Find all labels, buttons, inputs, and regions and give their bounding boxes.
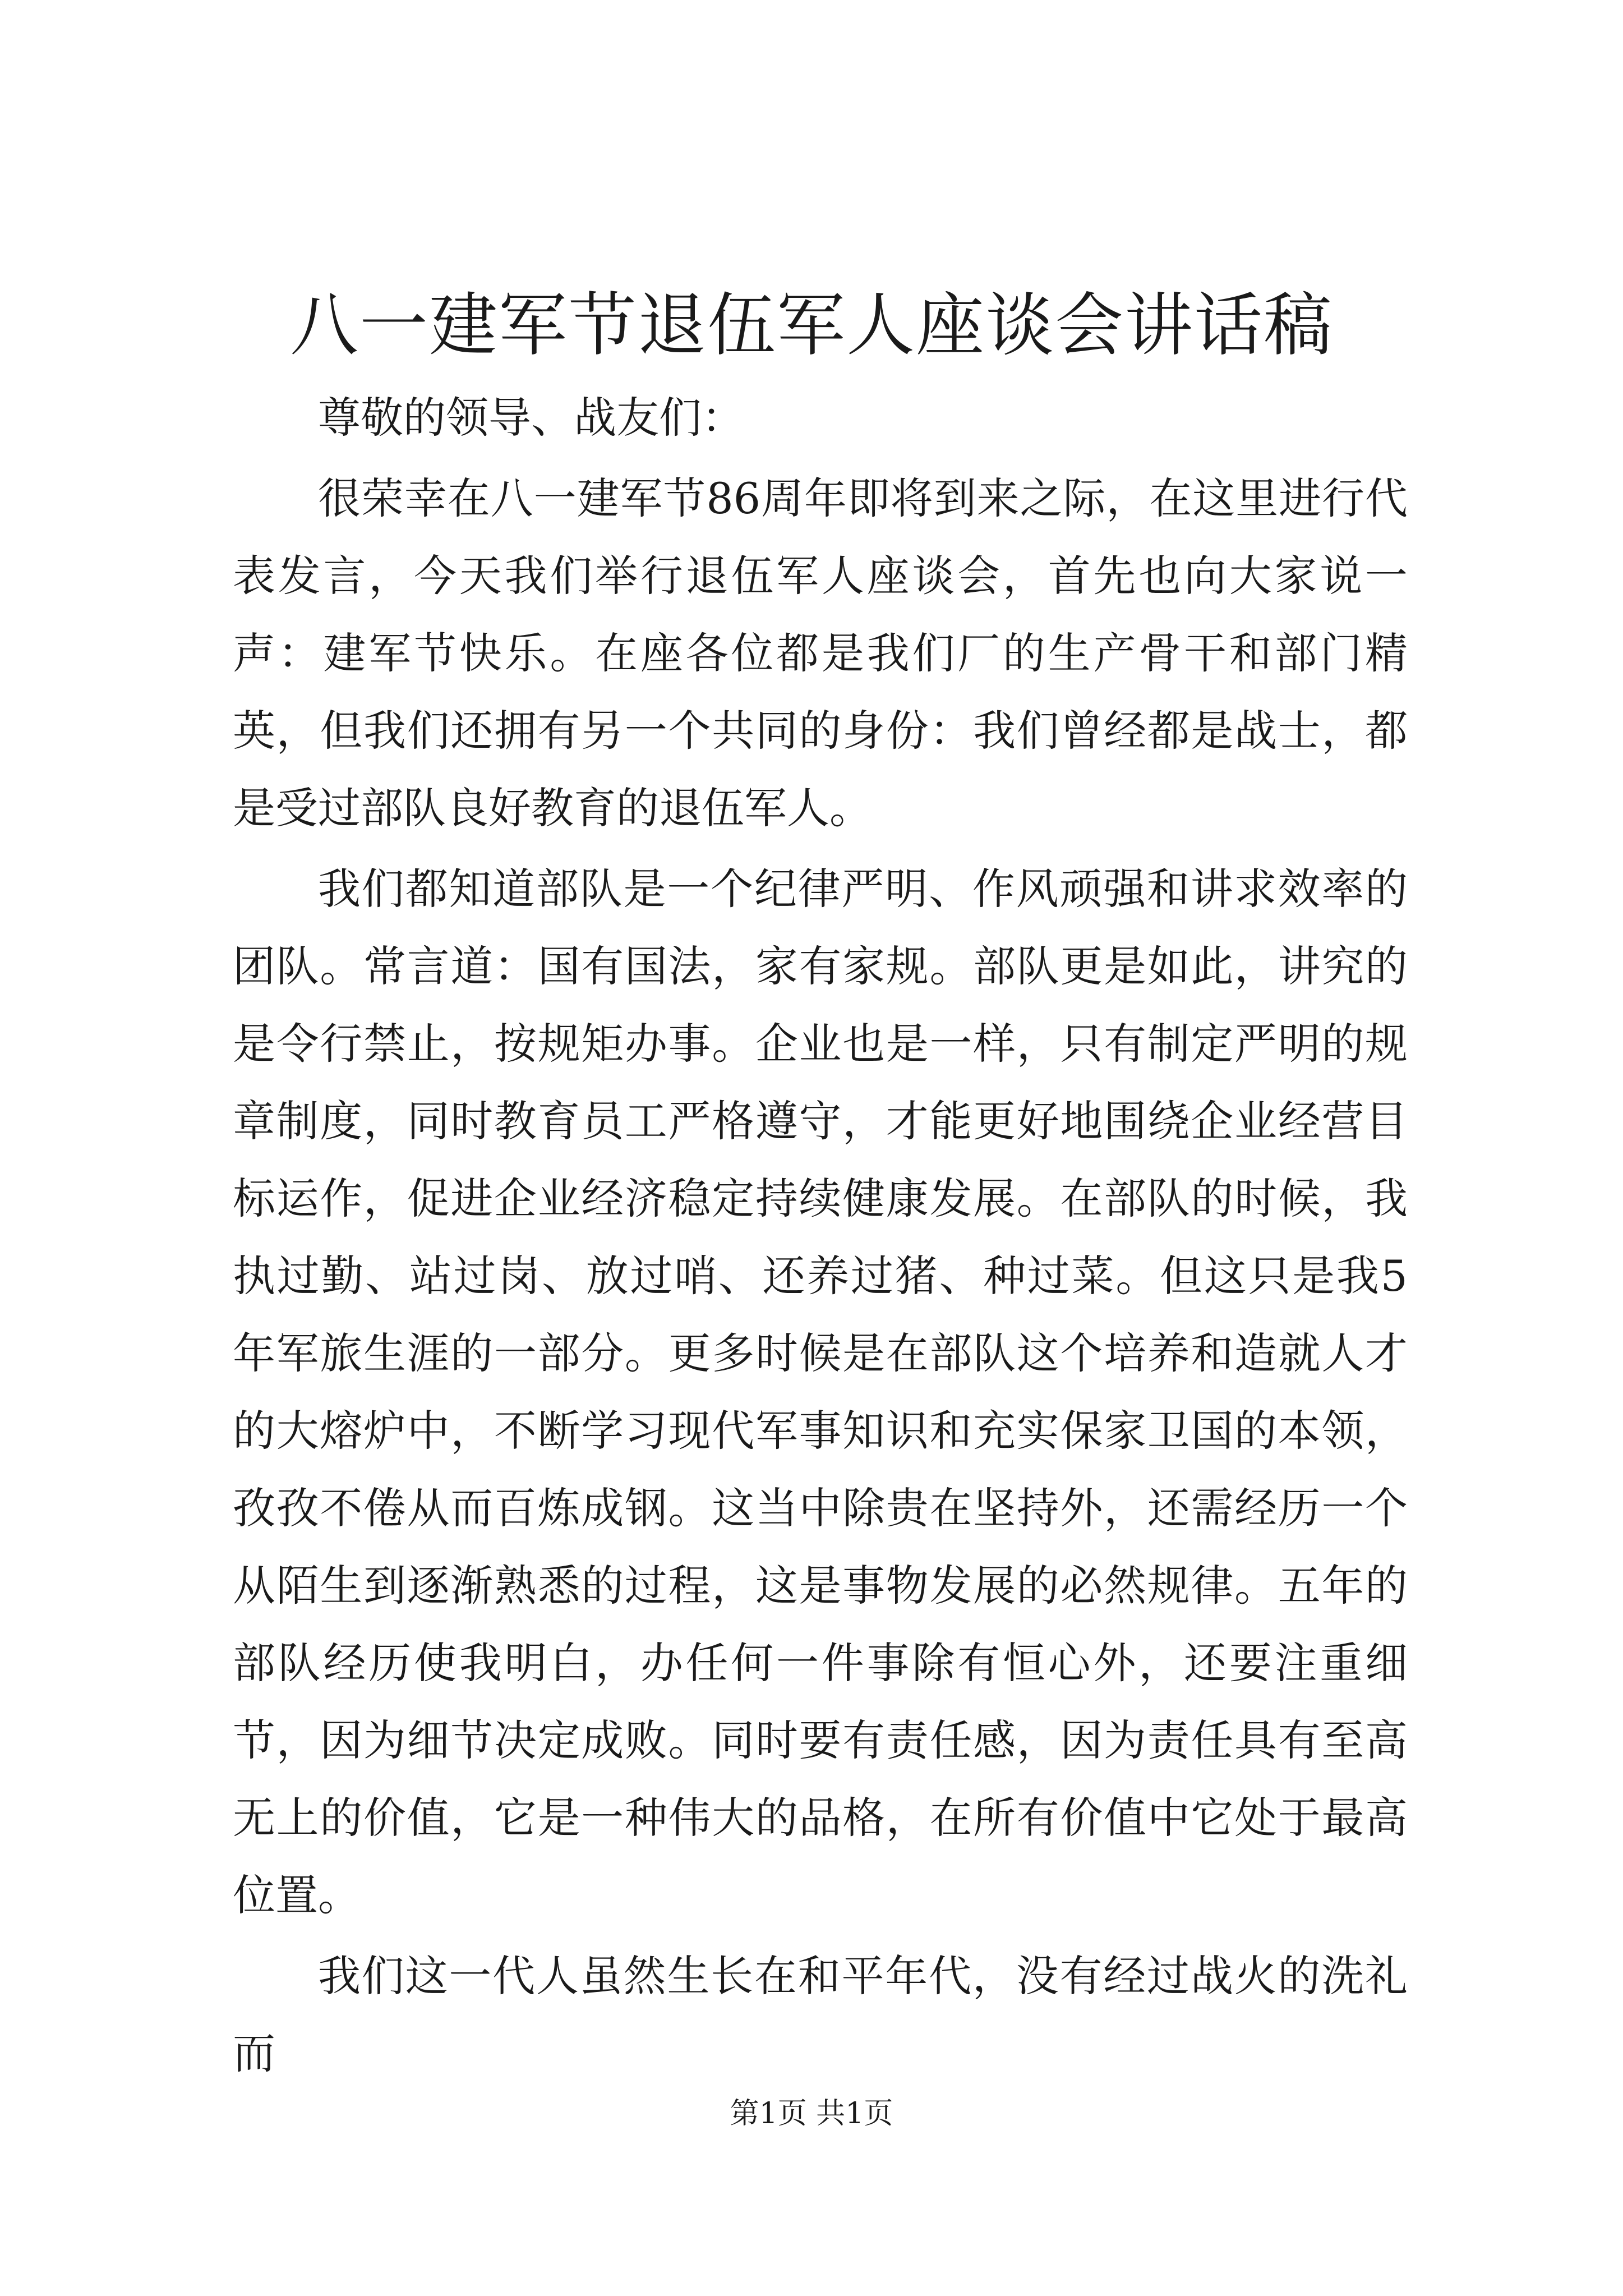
salutation: 尊敬的领导、战友们：: [318, 393, 744, 443]
page-footer: 第1页 共1页: [730, 2097, 893, 2131]
document-body: [233, 379, 1408, 2096]
paragraph-1: 很荣幸在八一建军节86周年即将到来之际，在这里进行代表发言，今天我们举行退伍军人座谈会，首先也向大家说一声：建军节快乐。在座各位都是我们厂的生产骨干和部门精英，但我们还拥有另一个共同的身份：我们曾经都是战士，都是受过部队良好教育的退伍军人。: [233, 473, 1408, 833]
paragraph-2: 我们都知道部队是一个纪律严明、作风顽强和讲求效率的团队。常言道：国有国法，家有家规。部队更是如此，讲究的是令行禁止，按规矩办事。企业也是一样，只有制定严明的规章制度，同时教育员工严格遵守，才能更好地围绕企业经营目标运作，促进企业经济稳定持续健康发展。在部队的时候，我执过勤、站过岗、放过哨、还养过猪、种过菜。但这只是我5年军旅生涯的一部分。更多时候是在部队这个培养和造就人才的大熔炉中，不断学习现代军事知识和充实保家卫国的本领，孜孜不倦从而百炼成钢。这当中除贵在坚持外，还需经历一个从陌生到逐渐熟悉的过程，这是事物发展的必然规律。五年的部队经历使我明白，办任何一件事除有恒心外，还要注重细节，因为细节决定成败。同时要有责任感，因为责任具有至高无上的价值，它是一种伟大的品格，在所有价值中它处于最高位置。: [233, 864, 1408, 1920]
document-title: 八一建军节退伍军人座谈会讲话稿: [290, 286, 1333, 365]
paragraph-3: 我们这一代人虽然生长在和平年代，没有经过战火的洗礼而: [233, 1951, 1408, 2078]
